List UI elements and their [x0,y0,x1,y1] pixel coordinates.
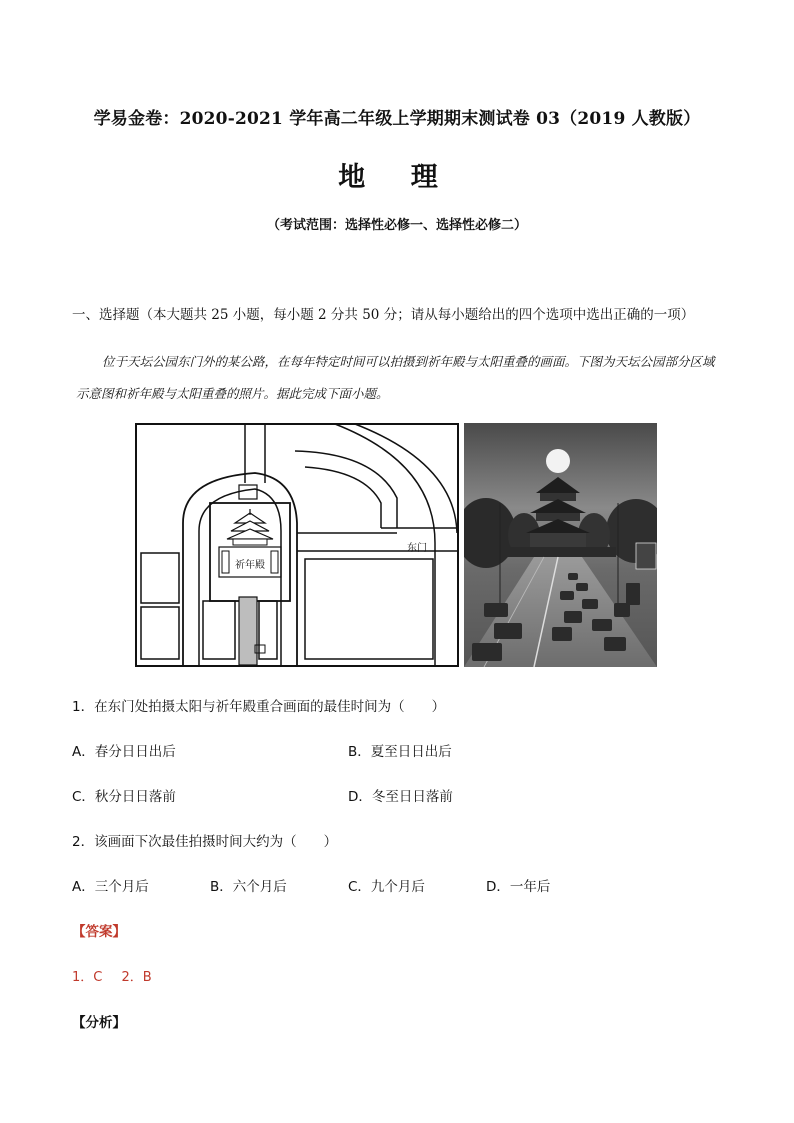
exam-title: 学易金卷：2020-2021 学年高二年级上学期期末测试卷 03（2019 人教版） [93,109,701,129]
answer-values: 1．C 2．B [72,970,152,985]
question-2-option-b[interactable]: B．六个月后 [210,879,287,895]
question-2-option-c[interactable]: C．九个月后 [348,879,425,895]
temple-of-heaven-map [135,423,459,667]
question-1-stem: 1．在东门处拍摄太阳与祈年殿重合画面的最佳时间为（ ） [72,699,446,715]
section-heading: 一、选择题（本大题共 25 小题，每小题 2 分共 50 分；请从每小题给出的四个选项中选出正确的一项） [72,307,695,323]
answer-heading: 【答案】 [72,924,126,940]
map-label-hall: 祈年殿 [235,560,265,571]
question-1-option-d[interactable]: D．冬至日日落前 [348,789,453,805]
question-1-option-a[interactable]: A．春分日日出后 [72,744,176,760]
map-label-east-gate: 东门 [407,543,427,554]
analysis-heading: 【分析】 [72,1015,126,1031]
exam-scope: （考试范围：选择性必修一、选择性必修二） [266,218,527,233]
question-2-stem: 2．该画面下次最佳拍摄时间大约为（ ） [72,834,338,850]
sun-over-hall-photo [464,423,657,667]
question-2-option-a[interactable]: A．三个月后 [72,879,149,895]
question-2-option-d[interactable]: D．一年后 [486,879,551,895]
subject-title: 地 理 [338,162,456,193]
question-passage: 位于天坛公园东门外的某公路，在每年特定时间可以拍摄到祈年殿与太阳重叠的画面。下图为天坛公园部分区域示意图和祈年殿与太阳重叠的照片。据此完成下面小题。 [76,354,715,401]
question-1-option-b[interactable]: B．夏至日日出后 [348,744,452,760]
question-1-option-c[interactable]: C．秋分日日落前 [72,789,176,805]
